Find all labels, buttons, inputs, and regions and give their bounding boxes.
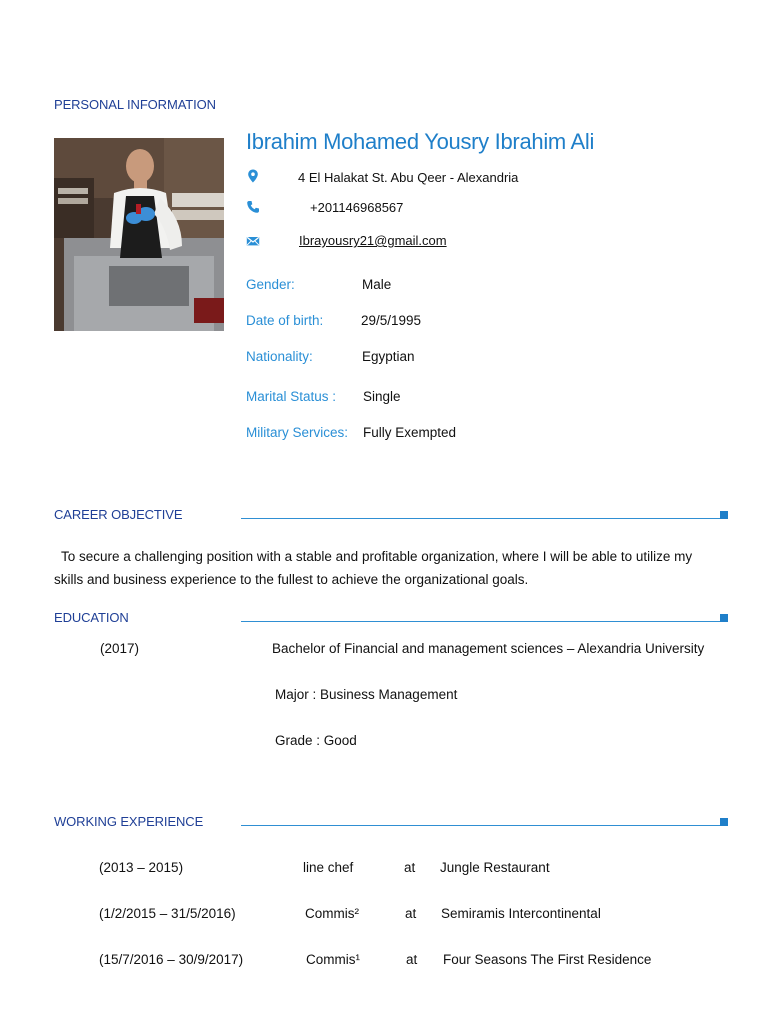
working-experience-heading: WORKING EXPERIENCE [54,814,204,829]
experience-2-period: (1/2/2015 – 31/5/2016) [99,906,236,921]
education-grade: Grade : Good [275,733,357,748]
education-divider-marker [720,614,728,622]
education-divider [241,621,721,622]
experience-3-at: at [406,952,418,967]
chef-photo-illustration [54,138,224,331]
experience-3-period: (15/7/2016 – 30/9/2017) [99,952,244,967]
marital-status-value: Single [363,389,401,404]
marital-status-label: Marital Status : [246,389,337,404]
experience-3-place: Four Seasons The First Residence [443,952,652,967]
career-objective-line-1: To secure a challenging position with a stable and profitable organization, where I will be able to utilize my [61,549,693,564]
email-link[interactable]: Ibrayousry21@gmail.com [299,233,447,248]
career-objective-divider-marker [720,511,728,519]
working-experience-divider [241,825,721,826]
gender-value: Male [362,277,392,292]
experience-2-at: at [405,906,417,921]
education-major: Major : Business Management [275,687,458,702]
working-experience-divider-marker [720,818,728,826]
experience-1-place: Jungle Restaurant [440,860,550,875]
career-objective-line-2: skills and business experience to the fullest to achieve the organizational goals. [54,572,529,587]
experience-2-place: Semiramis Intercontinental [441,906,601,921]
email-icon [246,234,260,248]
phone-icon [246,200,260,214]
full-name: Ibrahim Mohamed Yousry Ibrahim Ali [246,129,595,154]
phone-number: +201146968567 [310,200,404,215]
date-of-birth-label: Date of birth: [246,313,324,328]
education-heading: EDUCATION [54,610,129,625]
education-degree: Bachelor of Financial and management sciences – Alexandria University [272,641,705,656]
gender-label: Gender: [246,277,295,292]
address-text: 4 El Halakat St. Abu Qeer - Alexandria [298,170,519,185]
experience-1-role: line chef [303,860,354,875]
experience-3-role: Commis¹ [306,952,360,967]
location-pin-icon [246,169,260,183]
nationality-label: Nationality: [246,349,313,364]
experience-2-role: Commis² [305,906,359,921]
military-services-label: Military Services: [246,425,349,440]
career-objective-heading: CAREER OBJECTIVE [54,507,183,522]
education-year: (2017) [100,641,140,656]
military-services-value: Fully Exempted [363,425,457,440]
personal-information-heading: PERSONAL INFORMATION [54,97,216,112]
career-objective-divider [241,518,721,519]
nationality-value: Egyptian [362,349,415,364]
date-of-birth-value: 29/5/1995 [361,313,422,328]
profile-photo [54,138,224,331]
experience-1-at: at [404,860,416,875]
experience-1-period: (2013 – 2015) [99,860,184,875]
